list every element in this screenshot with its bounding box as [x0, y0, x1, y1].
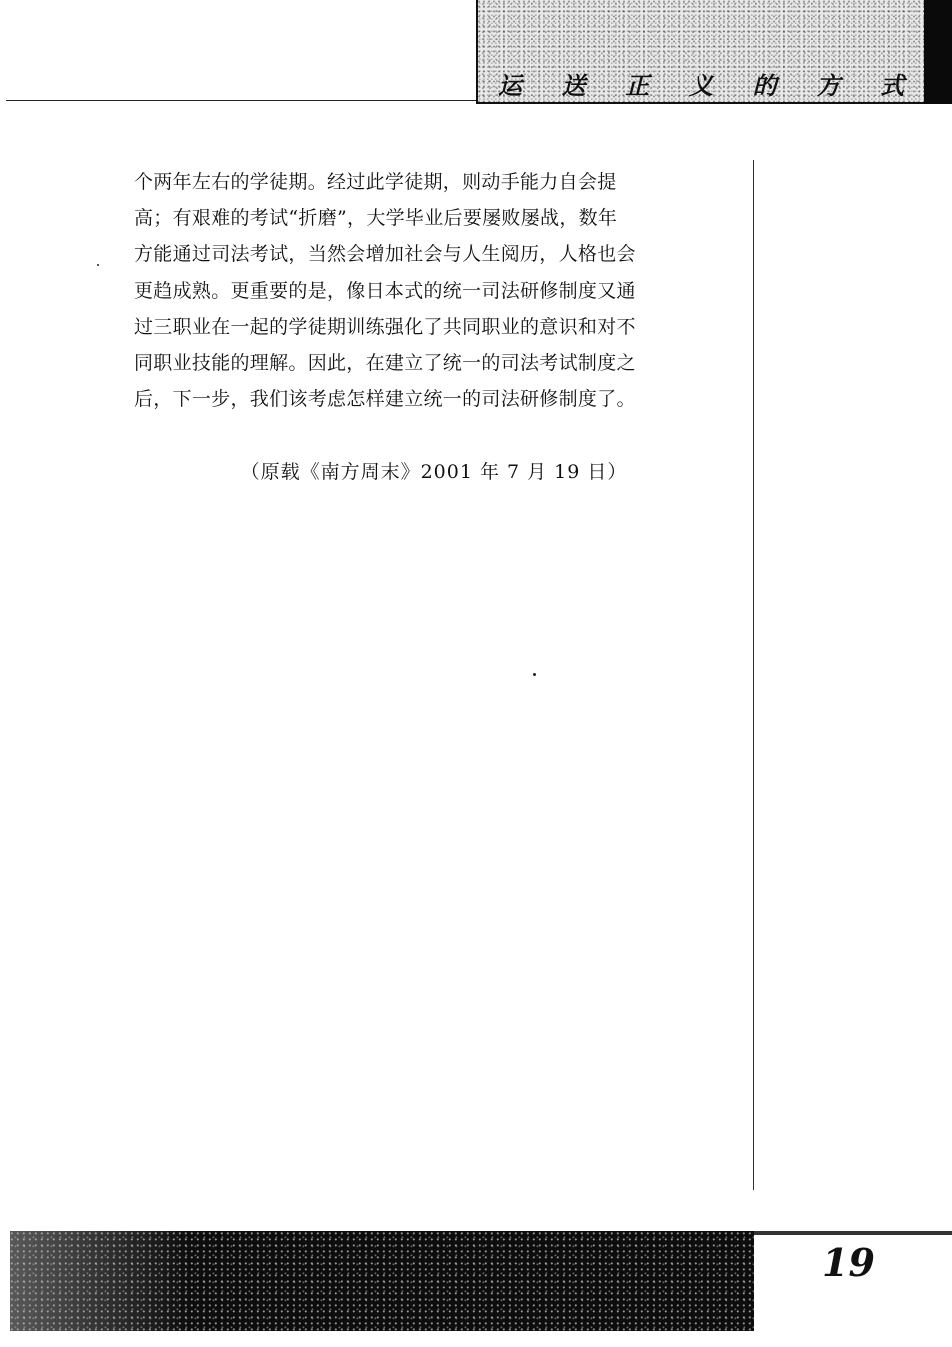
footer-band: [10, 1231, 754, 1331]
running-title-char: 送: [561, 71, 586, 100]
header-band: [476, 0, 924, 104]
running-title-char: 运: [497, 71, 522, 100]
source-citation: （原载《南方周末》2001 年 7 月 19 日）: [240, 461, 628, 483]
header-edge-tab: [924, 0, 952, 104]
body-line: 个两年左右的学徒期。经过此学徒期，则动手能力自会提: [134, 171, 617, 193]
body-line: 同职业技能的理解。因此，在建立了统一的司法考试制度之: [134, 352, 636, 375]
scan-speck: [97, 264, 99, 266]
header-rule: [6, 100, 482, 101]
body-line: 更趋成熟。更重要的是，像日本式的统一司法研修制度又通: [134, 279, 636, 302]
page-number: 19: [822, 1240, 875, 1285]
running-title-char: 方: [816, 71, 841, 100]
running-title-char: 式: [880, 71, 905, 100]
body-line: 方能通过司法考试，当然会增加社会与人生阅历，人格也会: [134, 243, 636, 266]
margin-rule: [753, 160, 754, 1190]
running-title-char: 义: [688, 71, 713, 100]
scan-speck: [533, 673, 536, 676]
running-title-char: 正: [625, 71, 650, 100]
body-line: 高；有艰难的考试“折磨”，大学毕业后要屡败屡战，数年: [134, 207, 618, 230]
running-title: [478, 66, 924, 101]
body-line: 过三职业在一起的学徒期训练强化了共同职业的意识和对不: [134, 315, 636, 338]
footer-rule: [754, 1231, 952, 1235]
body-paragraph: [134, 164, 734, 417]
body-line: 后，下一步，我们该考虑怎样建立统一的司法研修制度了。: [134, 388, 636, 411]
running-title-char: 的: [752, 71, 777, 100]
